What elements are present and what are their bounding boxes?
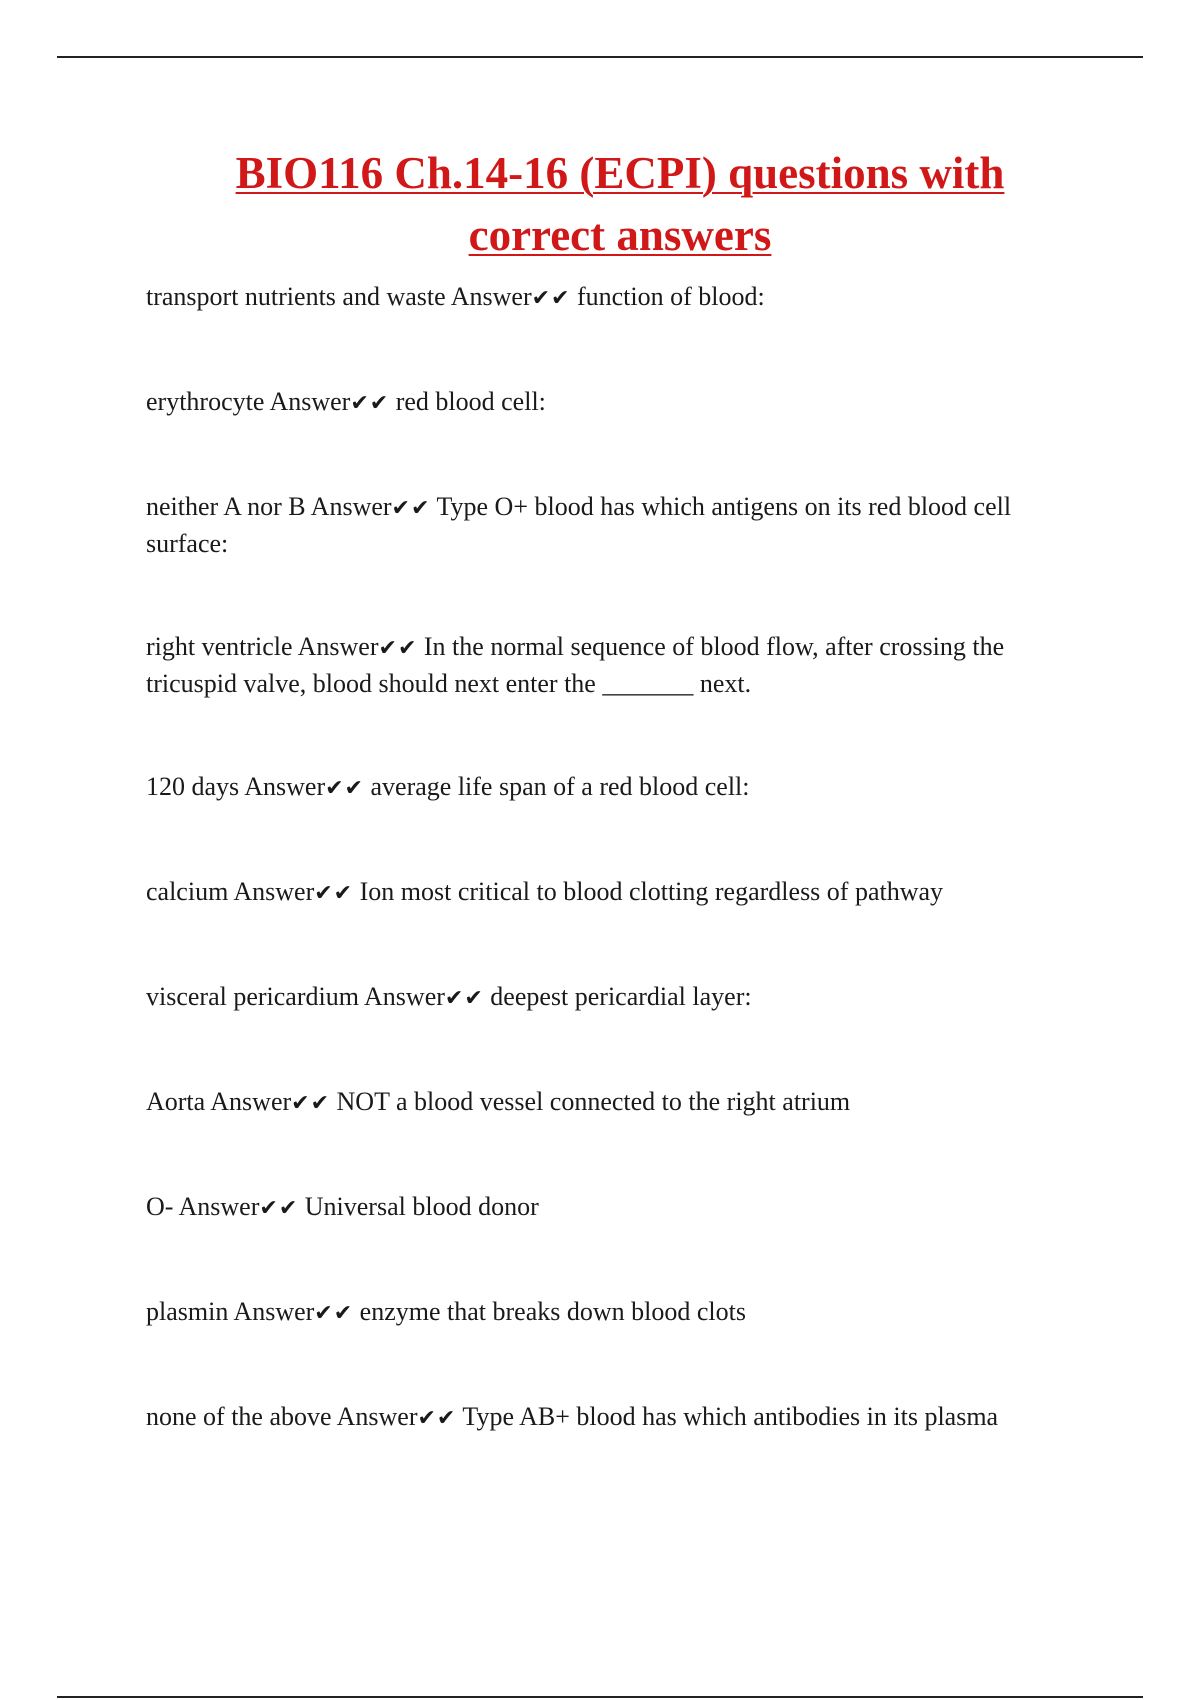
qa-item bbox=[146, 384, 1096, 421]
qa-item bbox=[146, 1084, 1096, 1121]
double-check-icon: ✔✔ bbox=[378, 636, 418, 661]
double-check-icon: ✔✔ bbox=[291, 1091, 331, 1116]
double-check-icon: ✔✔ bbox=[391, 496, 431, 521]
bottom-rule bbox=[57, 1696, 1143, 1698]
double-check-icon: ✔✔ bbox=[350, 391, 390, 416]
qa-item bbox=[146, 1189, 1096, 1226]
answer-text: right ventricle bbox=[146, 632, 293, 661]
qa-item bbox=[146, 1294, 1096, 1331]
title-line-1: BIO116 Ch.14-16 (ECPI) questions with bbox=[235, 148, 1005, 198]
question-text: In the normal sequence of blood flow, after crossing the tricuspid valve, blood should next enter the _______ next. bbox=[146, 632, 1005, 698]
question-text: Type O+ blood has which antigens on its red blood cell surface: bbox=[146, 492, 1012, 558]
answer-text: calcium bbox=[146, 877, 229, 906]
title-line-2: correct answers bbox=[468, 210, 772, 260]
qa-item bbox=[146, 1399, 1096, 1436]
question-text: enzyme that breaks down blood clots bbox=[359, 1297, 746, 1326]
qa-item bbox=[146, 874, 1096, 911]
answer-label: Answer bbox=[364, 982, 445, 1011]
top-rule bbox=[57, 56, 1143, 58]
question-text: red blood cell: bbox=[395, 387, 546, 416]
answer-label: Answer bbox=[233, 877, 315, 906]
answer-text: plasmin bbox=[146, 1297, 229, 1326]
question-text: average life span of a red blood cell: bbox=[370, 772, 750, 801]
answer-text: erythrocyte bbox=[146, 387, 265, 416]
answer-text: transport nutrients and waste bbox=[146, 282, 446, 311]
qa-list bbox=[146, 279, 1096, 1504]
answer-label: Answer bbox=[244, 772, 326, 801]
answer-text: Aorta bbox=[146, 1087, 206, 1116]
answer-label: Answer bbox=[233, 1297, 315, 1326]
qa-item bbox=[146, 769, 1096, 806]
answer-text: none of the above bbox=[146, 1402, 332, 1431]
answer-label: Answer bbox=[210, 1087, 292, 1116]
answer-text: 120 days bbox=[146, 772, 240, 801]
qa-item bbox=[146, 629, 1096, 701]
answer-label: Answer bbox=[269, 387, 351, 416]
answer-label: Answer bbox=[310, 492, 392, 521]
double-check-icon: ✔✔ bbox=[259, 1196, 299, 1221]
double-check-icon: ✔✔ bbox=[314, 1301, 354, 1326]
double-check-icon: ✔✔ bbox=[531, 286, 571, 311]
double-check-icon: ✔✔ bbox=[444, 986, 484, 1011]
question-text: Type AB+ blood has which antibodies in its plasma bbox=[462, 1402, 999, 1431]
question-text: Universal blood donor bbox=[304, 1192, 539, 1221]
question-text: function of blood: bbox=[576, 282, 765, 311]
answer-label: Answer bbox=[178, 1192, 260, 1221]
question-text: deepest pericardial layer: bbox=[490, 982, 752, 1011]
qa-item bbox=[146, 279, 1096, 316]
qa-item bbox=[146, 979, 1096, 1016]
answer-text: visceral pericardium bbox=[146, 982, 359, 1011]
document-title bbox=[140, 142, 1100, 266]
answer-label: Answer bbox=[336, 1402, 418, 1431]
question-text: NOT a blood vessel connected to the right atrium bbox=[336, 1087, 851, 1116]
answer-text: O- bbox=[146, 1192, 174, 1221]
answer-label: Answer bbox=[297, 632, 379, 661]
double-check-icon: ✔✔ bbox=[314, 881, 354, 906]
qa-item bbox=[146, 489, 1096, 561]
question-text: Ion most critical to blood clotting regardless of pathway bbox=[359, 877, 944, 906]
double-check-icon: ✔✔ bbox=[417, 1406, 457, 1431]
answer-label: Answer bbox=[450, 282, 532, 311]
answer-text: neither A nor B bbox=[146, 492, 306, 521]
double-check-icon: ✔✔ bbox=[325, 776, 364, 801]
